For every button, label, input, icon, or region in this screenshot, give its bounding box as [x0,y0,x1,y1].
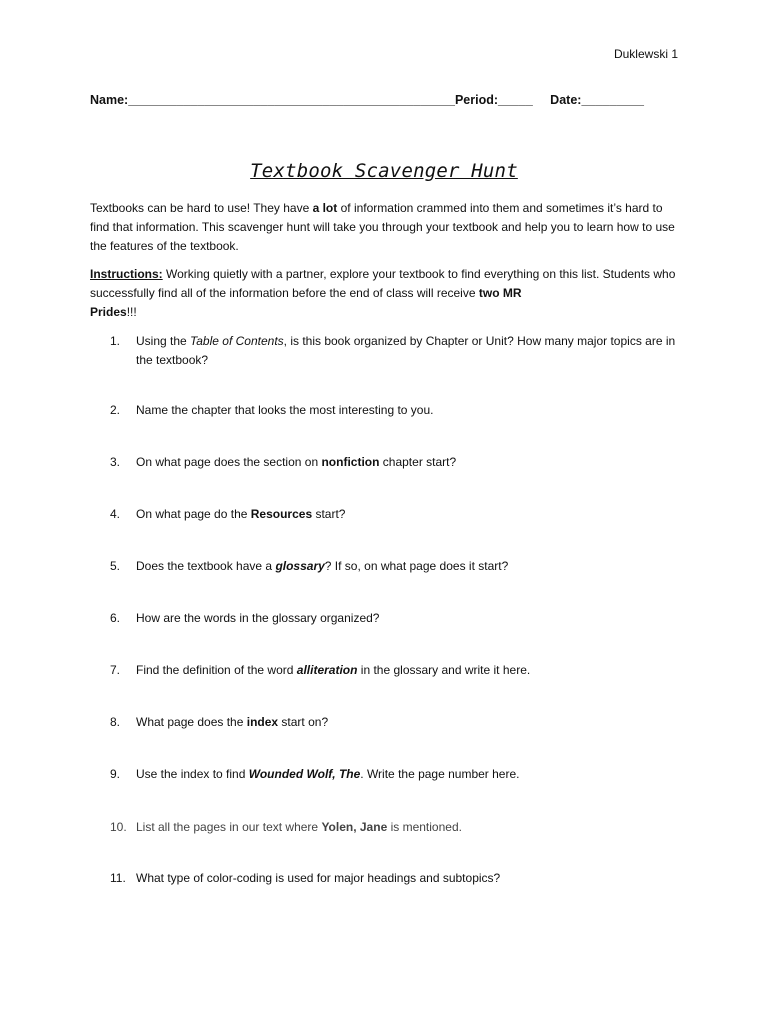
question-text-part: On what page do the [136,507,251,521]
question-text [136,661,680,680]
question-text [136,818,680,837]
question-emphasis: glossary [275,559,325,573]
reward-text: two MR [478,286,522,300]
period-label: Period: [454,93,499,107]
instructions-text: Working quietly with a partner, explore your textbook to find everything on this list. Students who successfully find all of the information before the end of class will receive [90,267,676,300]
question-text [136,505,680,524]
question-number: 3. [110,455,121,469]
question-text-part: Find the definition of the word [136,663,297,677]
question-text: Name the chapter that looks the most interesting to you. [136,403,434,417]
question-text-part: , is this book organized by Chapter or Unit? How many major topics are in the textbook? [136,334,676,367]
question-text-part: is mentioned. [387,820,462,834]
instructions-exclaim: !!! [126,305,137,319]
question-text-part: in the glossary and write it here. [357,663,531,677]
question-item [110,505,680,524]
question-item [110,453,680,472]
question-text-part: Use the index to find [136,767,249,781]
question-emphasis: index [246,715,279,729]
question-text-part: What page does the [136,715,247,729]
page-header-label: Duklewski 1 [613,47,678,61]
question-item [110,557,680,576]
question-text [136,557,680,576]
student-info-line [90,93,644,107]
question-text-part: . Write the page number here. [360,767,520,781]
question-text-part: start? [312,507,346,521]
date-label: Date: [550,93,582,107]
question-item [110,765,680,784]
question-text [136,765,680,784]
question-emphasis: alliteration [296,663,358,677]
date-blank: _________ [581,93,645,107]
period-blank: _____ [498,93,533,107]
question-emphasis: Resources [250,507,313,521]
question-item [110,713,680,732]
intro-emphasis: a lot [312,201,338,215]
question-number: 11. [110,871,126,885]
instructions-label: Instructions: [90,267,163,281]
question-item [110,818,680,837]
question-item [110,869,680,888]
question-text: What type of color-coding is used for major headings and subtopics? [136,871,501,885]
intro-text-end: of information crammed into them and sometimes it’s hard to find that information. This scavenger hunt will take you through your textbook and help you to learn how to use the features of the textbook. [90,201,675,253]
question-emphasis: Table of Contents [190,334,284,348]
question-item [110,332,680,370]
question-text-part: Does the textbook have a [136,559,276,573]
reward-text-end: Prides [90,305,127,319]
question-emphasis: nonfiction [321,455,380,469]
question-text-part: On what page does the section on [136,455,322,469]
question-number: 8. [110,715,121,729]
question-number: 7. [110,663,121,677]
question-item [110,661,680,680]
question-text [136,332,680,370]
question-text-part: Using the [136,334,191,348]
question-emphasis: Wounded Wolf, The [248,767,361,781]
instructions-paragraph [90,265,680,322]
name-blank: _______________________________________________ [128,93,455,107]
question-number: 6. [110,611,121,625]
question-item [110,401,680,420]
question-text-part: chapter start? [379,455,457,469]
question-text-part: start on? [278,715,329,729]
page-title: Textbook Scavenger Hunt [250,160,518,182]
question-number: 4. [110,507,121,521]
question-number: 1. [110,334,121,348]
name-label: Name: [90,93,129,107]
question-text-part: List all the pages in our text where [136,820,322,834]
question-item [110,609,680,628]
question-number: 2. [110,403,121,417]
question-text [136,453,680,472]
question-number: 9. [110,767,121,781]
question-text: How are the words in the glossary organized? [136,611,380,625]
intro-paragraph [90,199,680,256]
question-number: 10. [110,820,127,834]
question-text-part: ? If so, on what page does it start? [324,559,509,573]
question-text [136,713,680,732]
question-emphasis: Yolen, Jane [321,820,388,834]
intro-text: Textbooks can be hard to use! They have [90,201,313,215]
question-number: 5. [110,559,121,573]
